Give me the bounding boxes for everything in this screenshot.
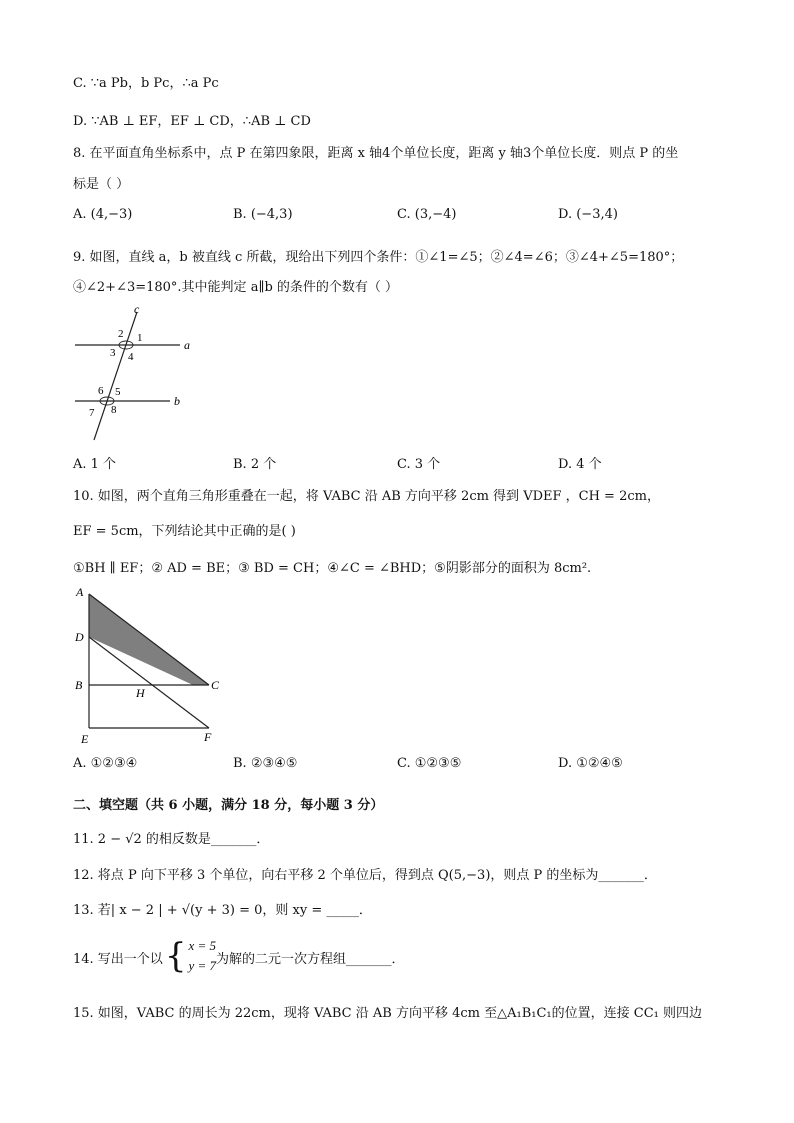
section-heading-fill-blank: 二、填空题（共 6 小题，满分 18 分，每小题 3 分）	[73, 798, 384, 813]
option-d-prev: D. ∵AB ⊥ EF，EF ⊥ CD，∴AB ⊥ CD	[73, 114, 311, 129]
line-c	[94, 312, 137, 440]
label-h-point: H	[136, 686, 145, 700]
q10-option-c: C. ①②③⑤	[397, 756, 462, 771]
q15-text: 15. 如图，VABC 的周长为 22cm，现将 VABC 沿 AB 方向平移 4cm 至△A₁B₁C₁的位置，连接 CC₁ 则四边	[73, 1006, 702, 1021]
q8-text-line1: 8. 在平面直角坐标系中，点 P 在第四象限，距离 x 轴4个单位长度，距离 y 轴3个单位长度．则点 P 的坐	[73, 146, 679, 161]
angle-label-5: 5	[115, 386, 121, 398]
q14-equation-system	[188, 936, 216, 976]
q10-text-line3: ①BH ∥ EF；② AD = BE；③ BD = CH；④∠C = ∠BHD；⑤阴影部分的面积为 8cm².	[73, 561, 592, 576]
q14-text	[73, 936, 405, 976]
q8-option-a: A. (4,−3)	[73, 207, 133, 222]
q9-text-line1: 9. 如图，直线 a，b 被直线 c 所截，现给出下列四个条件：①∠1=∠5；②∠4=∠6；③∠4+∠5=180°；	[73, 250, 684, 265]
option-c-prev: C. ∵a Pb，b Pc，∴a Pc	[73, 76, 219, 91]
q10-text-line2: EF = 5cm，下列结论其中正确的是( )	[73, 524, 296, 539]
q9-parallel-lines-figure	[70, 300, 210, 445]
angle-label-7: 7	[89, 407, 95, 419]
angle-label-3: 3	[110, 347, 116, 359]
q8-option-b: B. (−4,3)	[233, 207, 293, 222]
q8-option-d: D. (−3,4)	[558, 207, 618, 222]
q10-option-b: B. ②③④⑤	[233, 756, 298, 771]
q14-prefix: 14. 写出一个以	[73, 951, 163, 967]
angle-label-8: 8	[111, 404, 117, 416]
q12-text: 12. 将点 P 向下平移 3 个单位，向右平移 2 个单位后，得到点 Q(5,−3)，则点 P 的坐标为_______．	[73, 868, 657, 883]
q10-option-d: D. ①②④⑤	[558, 756, 623, 771]
angle-label-6: 6	[98, 385, 104, 397]
q8-option-c: C. (3,−4)	[397, 207, 457, 222]
q13-text: 13. 若| x − 2 | + √(y + 3) = 0，则 xy = _____．	[73, 903, 372, 918]
angle-label-4: 4	[128, 351, 134, 363]
label-c: c	[134, 302, 140, 316]
q9-option-b: B. 2 个	[233, 457, 277, 472]
label-b: b	[174, 394, 180, 408]
label-d-point: D	[75, 630, 84, 644]
q14-equation-1: x = 5	[188, 938, 216, 953]
q9-option-d: D. 4 个	[558, 457, 602, 472]
q9-text-line2: ④∠2+∠3=180°.其中能判定 a∥b 的条件的个数有（ ）	[73, 280, 399, 295]
q11-text: 11. 2 − √2 的相反数是_______．	[73, 832, 270, 847]
q9-option-a: A. 1 个	[73, 457, 117, 472]
q10-text-line1: 10. 如图，两个直角三角形重叠在一起，将 VABC 沿 AB 方向平移 2cm 得到 VDEF ，CH = 2cm，	[73, 489, 660, 504]
q9-option-c: C. 3 个	[397, 457, 441, 472]
left-brace-icon: {	[164, 936, 187, 976]
q10-triangles-figure	[70, 582, 230, 752]
label-b-point: B	[75, 678, 83, 692]
q10-option-a: A. ①②③④	[73, 756, 138, 771]
angle-label-1: 1	[137, 332, 143, 344]
label-e-point: E	[81, 732, 89, 746]
q8-text-line2: 标是（ ）	[73, 177, 130, 192]
label-a-point: A	[76, 585, 84, 599]
angle-label-2: 2	[118, 328, 124, 340]
label-a: a	[184, 338, 190, 352]
label-f-point: F	[204, 730, 212, 744]
q14-suffix: 为解的二元一次方程组_______．	[216, 951, 405, 967]
label-c-point: C	[211, 678, 220, 692]
q14-equation-2: y = 7	[188, 958, 216, 973]
